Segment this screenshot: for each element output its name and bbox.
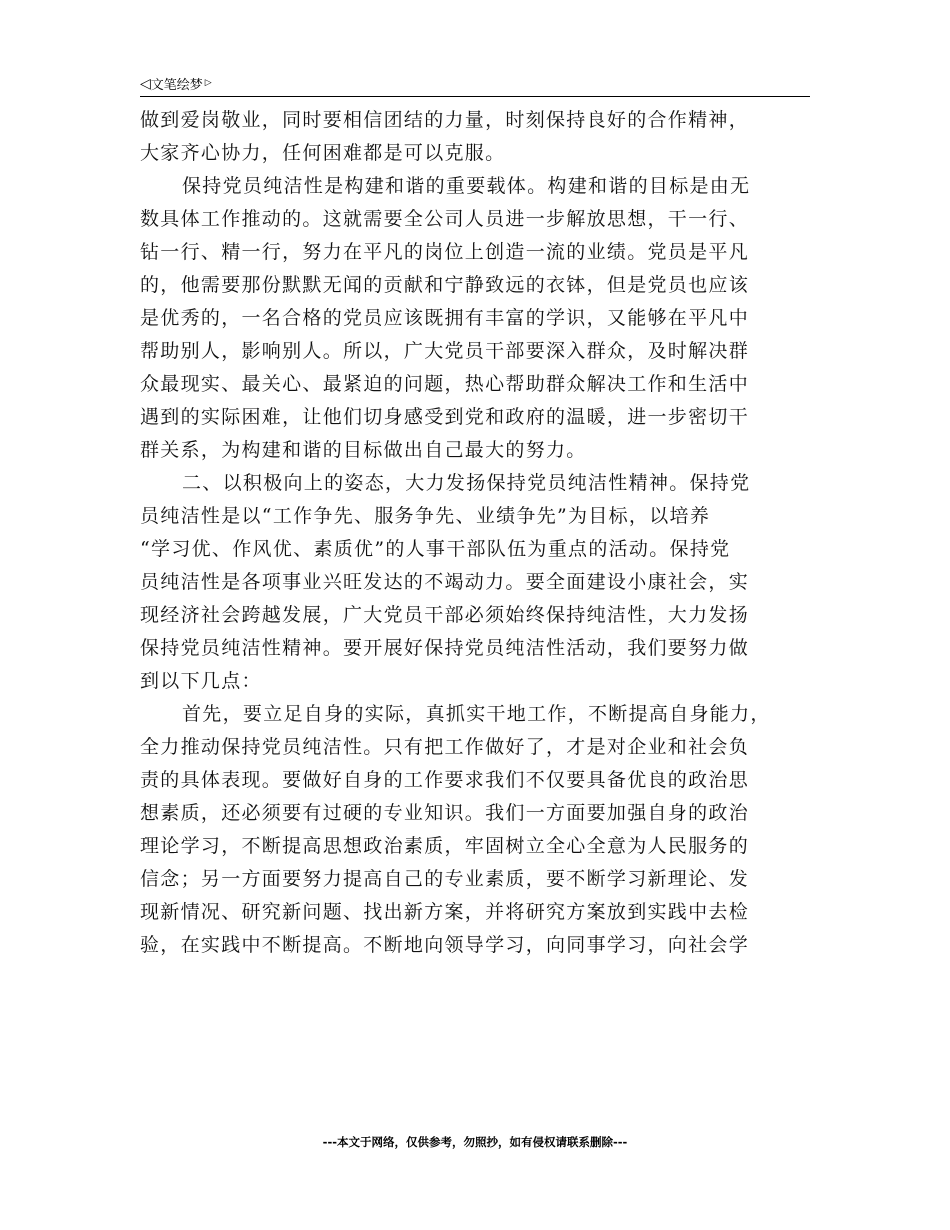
paragraph-start-line: 首先，要立足自身的实际，真抓实干地工作，不断提高自身能力，	[182, 703, 771, 725]
header-title-group	[140, 74, 212, 93]
document-body	[140, 104, 810, 962]
text-line: 现经济社会跨越发展，广大党员干部必须始终保持纯洁性，大力发扬	[140, 604, 750, 626]
text-line: 现新情况、研究新问题、找出新方案，并将研究方案放到实践中去检	[140, 901, 750, 923]
header-title: 文笔绘梦	[150, 78, 203, 93]
text-line: 的，他需要那份默默无闻的贡献和宁静致远的衣钵，但是党员也应该	[140, 274, 750, 296]
text-line: 做到爱岗敬业，同时要相信团结的力量，时刻保持良好的合作精神，	[140, 109, 750, 131]
text-line: 员纯洁性是各项事业兴旺发达的不竭动力。要全面建设小康社会，实	[140, 571, 750, 593]
paragraph-start-line: 二、以积极向上的姿态，大力发扬保持党员纯洁性精神。保持党	[182, 472, 751, 494]
text-line: 想素质，还必须要有过硬的专业知识。我们一方面要加强自身的政治	[140, 802, 750, 824]
text-line: 大家齐心协力，任何困难都是可以克服。	[140, 142, 506, 164]
left-triangle-icon: ◁	[140, 75, 151, 92]
text-line: 验，在实践中不断提高。不断地向领导学习，向同事学习，向社会学	[140, 934, 750, 956]
right-triangle-icon: ▷	[204, 78, 212, 88]
text-line: 保持党员纯洁性精神。要开展好保持党员纯洁性活动，我们要努力做	[140, 637, 750, 659]
text-line: 到以下几点：	[140, 670, 262, 692]
text-line: “学习优、作风优、素质优”的人事干部队伍为重点的活动。保持党	[140, 538, 731, 560]
text-line: 钻一行、精一行，努力在平凡的岗位上创造一流的业绩。党员是平凡	[140, 241, 750, 263]
text-line: 群关系，为构建和谐的目标做出自己最大的努力。	[140, 439, 587, 461]
text-line: 理论学习，不断提高思想政治素质，牢固树立全心全意为人民服务的	[140, 835, 750, 857]
text-line: 是优秀的，一名合格的党员应该既拥有丰富的学识，又能够在平凡中	[140, 307, 750, 329]
text-line: 众最现实、最关心、最紧迫的问题，热心帮助群众解决工作和生活中	[140, 373, 750, 395]
text-line: 遇到的实际困难，让他们切身感受到党和政府的温暖，进一步密切干	[140, 406, 750, 428]
text-line: 数具体工作推动的。这就需要全公司人员进一步解放思想，干一行、	[140, 208, 750, 230]
text-line: 全力推动保持党员纯洁性。只有把工作做好了，才是对企业和社会负	[140, 736, 750, 758]
text-line: 员纯洁性是以“工作争先、服务争先、业绩争先”为目标，以培养	[140, 505, 711, 527]
paragraph-start-line: 保持党员纯洁性是构建和谐的重要载体。构建和谐的目标是由无	[182, 175, 751, 197]
page-header	[140, 70, 810, 97]
text-line: 信念；另一方面要努力提高自己的专业素质，要不断学习新理论、发	[140, 868, 750, 890]
text-line: 责的具体表现。要做好自身的工作要求我们不仅要具备优良的政治思	[140, 769, 750, 791]
page-footer: ---本文于网络，仅供参考，勿照抄，如有侵权请联系删除---	[322, 1135, 628, 1149]
text-line: 帮助别人，影响别人。所以，广大党员干部要深入群众，及时解决群	[140, 340, 750, 362]
